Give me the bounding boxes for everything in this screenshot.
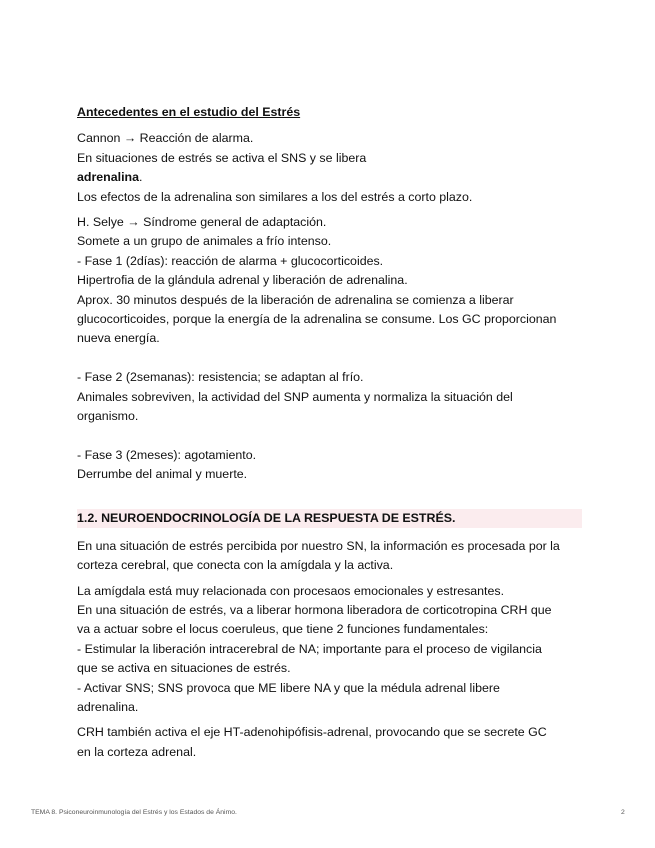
text-line: en la corteza adrenal. [77, 744, 197, 759]
text-line: Cannon → Reacción de alarma. [77, 131, 254, 146]
text-line: Aprox. 30 minutos después de la liberación de adrenalina se comienza a liberar [77, 292, 514, 307]
text-line: - Fase 2 (2semanas): resistencia; se adaptan al frío. [77, 370, 364, 385]
text-line: - Fase 1 (2días): reacción de alarma + glucocorticoides. [77, 253, 384, 268]
bold-term: adrenalina [77, 170, 139, 185]
page-number: 2 [621, 809, 625, 816]
page-footer: TEMA 8. Psiconeuroinmunología del Estrés y los Estados de Ánimo. [31, 809, 237, 816]
section-heading: Antecedentes en el estudio del Estrés [77, 105, 301, 119]
paragraph-sn [77, 537, 582, 576]
paragraph-cannon [77, 129, 582, 207]
blank-line [77, 349, 582, 368]
text-line: CRH también activa el eje HT-adenohipófisis-adrenal, provocando que se secrete GC [77, 725, 547, 740]
text-line: Derrumbe del animal y muerte. [77, 467, 248, 482]
text-line: En una situación de estrés percibida por nuestro SN, la información es procesada por la [77, 538, 560, 553]
blank-line [77, 426, 582, 445]
text-line: Hipertrofia de la glándula adrenal y liberación de adrenalina. [77, 273, 408, 288]
text-line: adrenalina. [77, 699, 139, 714]
paragraph-selye [77, 213, 582, 485]
text-line: La amígdala está muy relacionada con procesaos emocionales y estresantes. [77, 583, 505, 598]
text-line: - Estimular la liberación intracerebral de NA; importante para el proceso de vigilancia [77, 641, 542, 656]
paragraph-amigdala [77, 582, 582, 718]
text-line: Somete a un grupo de animales a frío intenso. [77, 234, 332, 249]
text-line: H. Selye → Síndrome general de adaptación. [77, 215, 327, 230]
text-line: corteza cerebral, que conecta con la amígdala y la activa. [77, 558, 394, 573]
text-line: va a actuar sobre el locus coeruleus, que tiene 2 funciones fundamentales: [77, 622, 489, 637]
punctuation: . [138, 170, 143, 185]
text-line: En una situación de estrés, va a liberar hormona liberadora de corticotropina CRH que [77, 602, 552, 617]
text-line: glucocorticoides, porque la energía de la adrenalina se consume. Los GC proporcionan [77, 312, 557, 327]
text-line: - Activar SNS; SNS provoca que ME libere NA y que la médula adrenal libere [77, 680, 500, 695]
text-line: nueva energía. [77, 331, 160, 346]
text-line: En situaciones de estrés se activa el SNS y se libera [77, 150, 367, 165]
section-title: 1.2. NEUROENDOCRINOLOGÍA DE LA RESPUESTA DE ESTRÉS. [77, 509, 582, 528]
text-line: - Fase 3 (2meses): agotamiento. [77, 447, 257, 462]
text-line: Animales sobreviven, la actividad del SNP aumenta y normaliza la situación del [77, 389, 513, 404]
text-line: Los efectos de la adrenalina son similares a los del estrés a corto plazo. [77, 189, 473, 204]
text-line [77, 168, 582, 187]
document-body [77, 103, 582, 768]
text-line: organismo. [77, 409, 139, 424]
paragraph-crh [77, 723, 582, 762]
text-line: que se activa en situaciones de estrés. [77, 661, 291, 676]
